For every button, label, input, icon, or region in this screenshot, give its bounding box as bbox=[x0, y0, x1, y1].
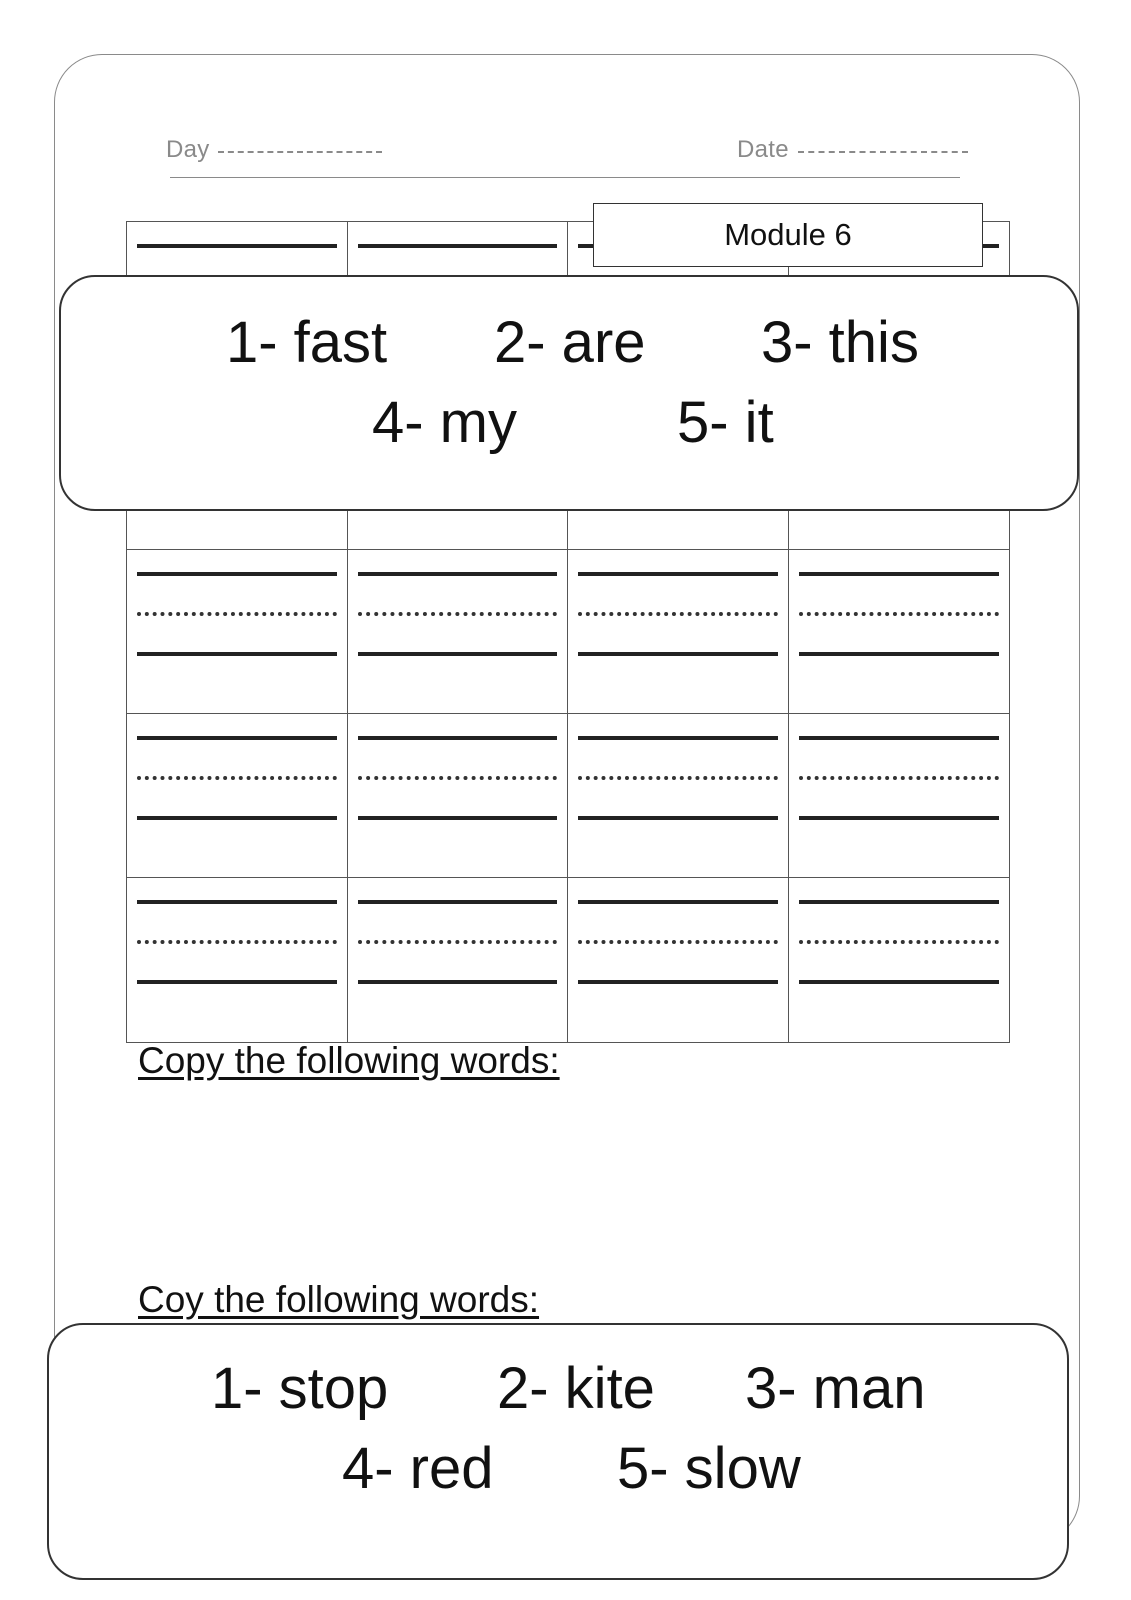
module-title-box bbox=[593, 203, 983, 267]
base-writing-line bbox=[137, 652, 337, 656]
mid-dotted-line bbox=[358, 940, 558, 944]
top-writing-line bbox=[358, 244, 558, 248]
base-writing-line bbox=[578, 980, 778, 984]
writing-cell bbox=[568, 714, 789, 878]
word-item: 5- it bbox=[677, 390, 774, 455]
base-writing-line bbox=[578, 816, 778, 820]
mid-dotted-line bbox=[799, 612, 1000, 616]
writing-cell bbox=[568, 878, 789, 1042]
writing-cell bbox=[127, 878, 348, 1042]
base-writing-line bbox=[137, 816, 337, 820]
base-writing-line bbox=[799, 652, 1000, 656]
top-writing-line bbox=[799, 900, 1000, 904]
writing-cell bbox=[568, 550, 789, 714]
top-writing-line bbox=[137, 736, 337, 740]
day-label: Day bbox=[166, 136, 210, 163]
mid-dotted-line bbox=[137, 940, 337, 944]
mid-dotted-line bbox=[358, 776, 558, 780]
word-item: 4- my bbox=[372, 390, 517, 455]
word-item: 5- slow bbox=[617, 1436, 801, 1501]
word-item: 1- fast bbox=[226, 310, 388, 375]
top-writing-line bbox=[358, 572, 558, 576]
top-writing-line bbox=[358, 736, 558, 740]
base-writing-line bbox=[358, 652, 558, 656]
top-writing-line bbox=[578, 900, 778, 904]
header-rule bbox=[170, 177, 960, 178]
word-item: 2- kite bbox=[497, 1356, 655, 1421]
writing-cell bbox=[348, 550, 569, 714]
mid-dotted-line bbox=[578, 612, 778, 616]
writing-cell bbox=[789, 714, 1010, 878]
base-writing-line bbox=[137, 980, 337, 984]
mid-dotted-line bbox=[358, 612, 558, 616]
word-item: 4- red bbox=[342, 1436, 494, 1501]
base-writing-line bbox=[799, 816, 1000, 820]
word-box-top bbox=[59, 275, 1079, 511]
base-writing-line bbox=[358, 816, 558, 820]
word-item: 1- stop bbox=[211, 1356, 389, 1421]
top-writing-line bbox=[578, 572, 778, 576]
mid-dotted-line bbox=[578, 776, 778, 780]
mid-dotted-line bbox=[137, 612, 337, 616]
writing-cell bbox=[789, 878, 1010, 1042]
base-writing-line bbox=[799, 980, 1000, 984]
mid-dotted-line bbox=[137, 776, 337, 780]
base-writing-line bbox=[358, 980, 558, 984]
writing-cell bbox=[127, 714, 348, 878]
top-writing-line bbox=[799, 572, 1000, 576]
top-writing-line bbox=[137, 244, 337, 248]
top-writing-line bbox=[358, 900, 558, 904]
instruction-copy-words-2: Coy the following words: bbox=[138, 1279, 540, 1320]
writing-cell bbox=[789, 550, 1010, 714]
top-writing-line bbox=[137, 900, 337, 904]
writing-cell bbox=[127, 550, 348, 714]
mid-dotted-line bbox=[799, 940, 1000, 944]
top-writing-line bbox=[578, 736, 778, 740]
day-blank bbox=[218, 151, 382, 153]
word-box-bottom bbox=[47, 1323, 1069, 1580]
mid-dotted-line bbox=[799, 776, 1000, 780]
word-item: 3- man bbox=[745, 1356, 926, 1421]
word-item: 2- are bbox=[494, 310, 646, 375]
top-writing-line bbox=[799, 736, 1000, 740]
writing-cell bbox=[348, 714, 569, 878]
writing-cell bbox=[348, 878, 569, 1042]
date-blank bbox=[798, 151, 968, 153]
top-writing-line bbox=[137, 572, 337, 576]
module-title: Module 6 bbox=[724, 217, 852, 252]
word-item: 3- this bbox=[761, 310, 919, 375]
date-label: Date bbox=[737, 136, 789, 163]
instruction-copy-words: Copy the following words: bbox=[138, 1040, 560, 1081]
mid-dotted-line bbox=[578, 940, 778, 944]
base-writing-line bbox=[578, 652, 778, 656]
